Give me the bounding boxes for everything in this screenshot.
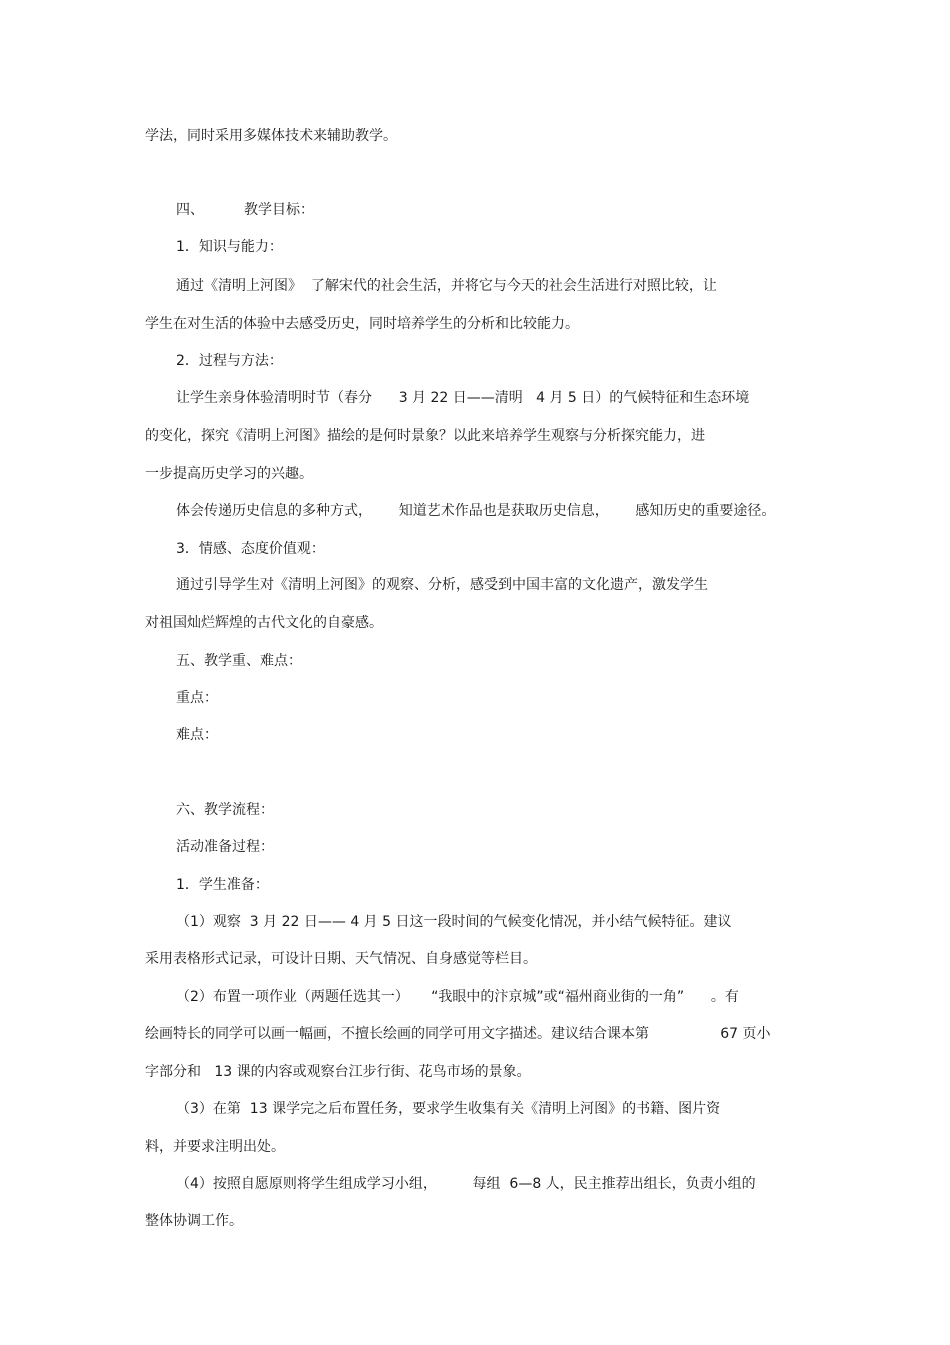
- text-line: 绘画特长的同学可以画一幅画，不擅长绘画的同学可用文字描述。建议结合课本第 67 页小: [145, 1026, 771, 1042]
- subheading: 2．过程与方法：: [176, 353, 283, 369]
- text-line: 采用表格形式记录，可设计日期、天气情况、自身感觉等栏目。: [145, 951, 537, 967]
- text-line: 重点：: [176, 690, 218, 706]
- text-line: 一步提高历史学习的兴趣。: [145, 466, 313, 482]
- text-line: （4）按照自愿原则将学生组成学习小组， 每组 6—8 人，民主推荐出组长，负责小组的: [176, 1176, 756, 1192]
- text-line: 通过《清明上河图》 了解宋代的社会生活，并将它与今天的社会生活进行对照比较，让: [176, 278, 717, 294]
- text-line: 料，并要求注明出处。: [145, 1139, 285, 1155]
- text-line: （2）布置一项作业（两题任选其一） “我眼中的汴京城”或“福州商业街的一角” 。有: [176, 989, 739, 1005]
- text-line: 体会传递历史信息的多种方式， 知道艺术作品也是获取历史信息， 感知历史的重要途径。: [176, 503, 776, 519]
- text-line: 让学生亲身体验清明时节（春分 3 月 22 日——清明 4 月 5 日）的气候特征和生态环境: [176, 390, 750, 406]
- subheading: 1．学生准备：: [176, 877, 269, 893]
- subheading: 3．情感、态度价值观：: [176, 541, 325, 557]
- text-line: 学生在对生活的体验中去感受历史，同时培养学生的分析和比较能力。: [145, 316, 579, 332]
- section-heading: 六、教学流程：: [176, 802, 274, 818]
- text-line: 通过引导学生对《清明上河图》的观察、分析，感受到中国丰富的文化遗产，激发学生: [176, 577, 708, 593]
- text-line: 字部分和 13 课的内容或观察台江步行街、花鸟市场的景象。: [145, 1064, 531, 1080]
- text-line: （3）在第 13 课学完之后布置任务，要求学生收集有关《清明上河图》的书籍、图片资: [176, 1101, 721, 1117]
- text-line: 学法，同时采用多媒体技术来辅助教学。: [145, 128, 397, 144]
- section-heading: 四、 教学目标：: [176, 202, 315, 218]
- text-line: 活动准备过程：: [176, 839, 274, 855]
- text-line: 整体协调工作。: [145, 1213, 243, 1229]
- text-line: 对祖国灿烂辉煌的古代文化的自豪感。: [145, 615, 383, 631]
- section-heading: 五、教学重、难点：: [176, 653, 302, 669]
- subheading: 1．知识与能力：: [176, 239, 283, 255]
- text-line: （1）观察 3 月 22 日—— 4 月 5 日这一段时间的气候变化情况，并小结气候特征。建议: [176, 914, 732, 930]
- text-line: 的变化，探究《清明上河图》描绘的是何时景象？以此来培养学生观察与分析探究能力，进: [145, 428, 705, 444]
- text-line: 难点：: [176, 727, 218, 743]
